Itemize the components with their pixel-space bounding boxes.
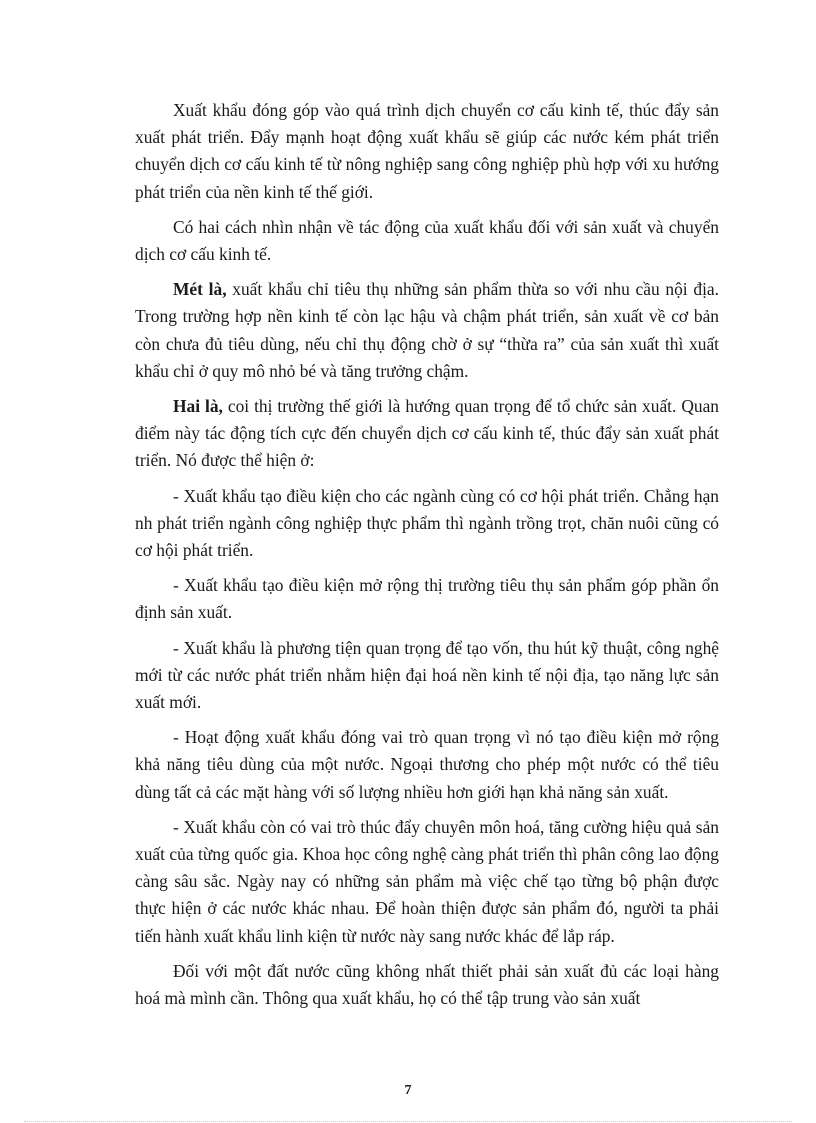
paragraph — [135, 97, 719, 206]
paragraph-lead: Hai là, — [173, 396, 223, 417]
paragraph-text: Xuất khẩu đóng góp vào quá trình dịch chuyển cơ cấu kinh tế, thúc đẩy sản xuất phát triển. Đẩy mạnh hoạt động xuất khẩu sẽ giúp các nước kém phát triển chuyển dịch cơ cấu kinh tế từ nông nghiệp sang công nghiệp phù hợp với xu hướng phát triển của nền kinh tế thế giới. — [135, 100, 719, 202]
paragraph-text: - Xuất khẩu tạo điều kiện cho các ngành cùng có cơ hội phát triển. Chẳng hạn nh phát triển ngành công nghiệp thực phẩm thì ngành trồng trọt, chăn nuôi cũng có cơ hội phát triển. — [135, 485, 719, 561]
paragraph-text: Có hai cách nhìn nhận về tác động của xuất khẩu đối với sản xuất và chuyển dịch cơ cấu kinh tế. — [135, 216, 719, 265]
paragraph — [135, 958, 719, 1012]
paragraph-text: - Xuất khẩu là phương tiện quan trọng để tạo vốn, thu hút kỹ thuật, công nghệ mới từ các nước phát triển nhằm hiện đại hoá nền kinh tế nội địa, tạo năng lực sản xuất mới. — [135, 637, 719, 713]
paragraph — [135, 724, 719, 806]
paragraph-text: - Xuất khẩu tạo điều kiện mở rộng thị trường tiêu thụ sản phẩm góp phần ổn định sản xuất. — [135, 575, 719, 623]
paragraph — [135, 572, 719, 626]
paragraph — [135, 483, 719, 565]
paragraph — [135, 814, 719, 950]
paragraph-lead: Mét là, — [173, 279, 227, 300]
paragraph — [135, 214, 719, 268]
page-bottom-divider — [24, 1121, 792, 1122]
paragraph-text: Đối với một đất nước cũng không nhất thiết phải sản xuất đủ các loại hàng hoá mà mình cần. Thông qua xuất khẩu, họ có thể tập trung vào sản xuất — [135, 960, 719, 1009]
paragraph-text: - Xuất khẩu còn có vai trò thúc đẩy chuyên môn hoá, tăng cường hiệu quả sản xuất của từng quốc gia. Khoa học công nghệ càng phát triển thì phân công lao động càng sâu sắc. Ngày nay có những sản phẩm mà việc chế tạo từng bộ phận được thực hiện ở các nước khác nhau. Để hoàn thiện được sản phẩm đó, người ta phải tiến hành xuất khẩu linh kiện từ nước này sang nước khác để lắp ráp. — [135, 816, 719, 946]
document-body — [135, 97, 719, 1012]
page-number: 7 — [404, 1083, 412, 1098]
paragraph-text: - Hoạt động xuất khẩu đóng vai trò quan trọng vì nó tạo điều kiện mở rộng khả năng tiêu dùng của một nước. Ngoại thương cho phép một nước có thể tiêu dùng tất cả các mặt hàng với số lượng nhiều hơn giới hạn khả năng sản xuất. — [135, 727, 719, 802]
paragraph — [135, 276, 719, 385]
paragraph — [135, 635, 719, 717]
paragraph-text: coi thị trường thế giới là hướng quan trọng để tổ chức sản xuất. Quan điểm này tác động tích cực đến chuyển dịch cơ cấu kinh tế, thúc đẩy sản xuất phát triển. Nó được thể hiện ở: — [135, 396, 719, 471]
paragraph-text: xuất khẩu chỉ tiêu thụ những sản phẩm thừa so với nhu cầu nội địa. Trong trường hợp nền kinh tế còn lạc hậu và chậm phát triển, sản xuất về cơ bản còn chưa đủ tiêu dùng, nếu chỉ thụ động chờ ở sự “thừa ra” của sản xuất thì xuất khẩu chỉ ở quy mô nhỏ bé và tăng trưởng chậm. — [135, 279, 719, 381]
paragraph — [135, 393, 719, 475]
